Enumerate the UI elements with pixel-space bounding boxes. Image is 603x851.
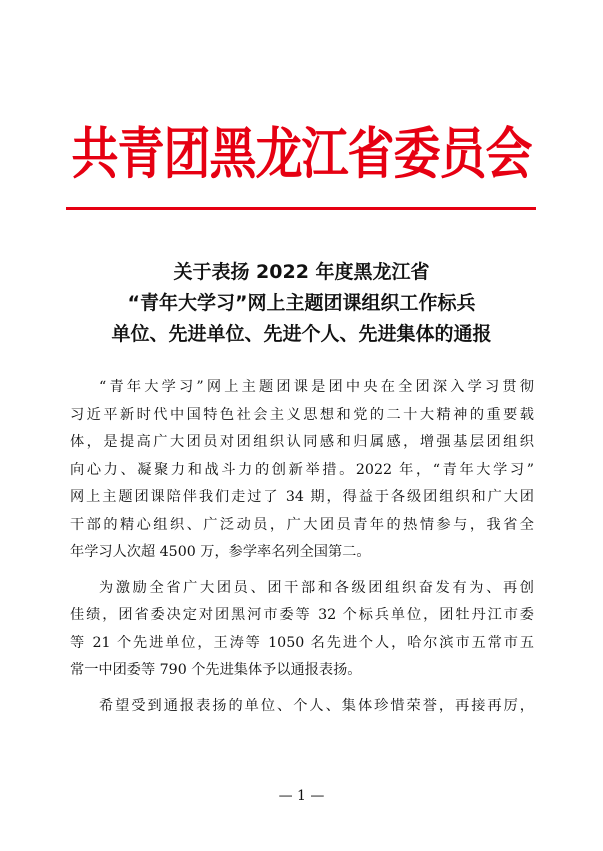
body-line: 体，是提高广大团员对团组织认同感和归属感，增强基层团组织 [70,434,534,450]
red-divider-rule [66,207,536,210]
body-line: 网上主题团课陪伴我们走过了 34 期，得益于各级团组织和广大团 [70,489,534,505]
document-body [70,374,534,728]
issuer-masthead: 共青团黑龙江省委员会 [71,122,532,188]
body-line: 希望受到通报表扬的单位、个人、集体珍惜荣誉，再接再厉， [99,697,534,714]
body-line: 习近平新时代中国特色社会主义思想和党的二十大精神的重要载 [70,406,534,423]
document-title [40,257,563,350]
title-line-3: 单位、先进单位、先进个人、先进集体的通报 [111,323,492,345]
body-line: 等 21 个先进单位，王涛等 1050 名先进个人，哈尔滨市五常市五 [70,634,534,651]
body-line: 常一中团委等 790 个先进集体予以通报表扬。 [70,662,362,678]
paragraph-3 [70,693,534,721]
title-line-1: 关于表扬 2022 年度黑龙江省 [173,261,430,283]
title-line-2: “青年大学习”网上主题团课组织工作标兵 [127,292,476,314]
body-line: 干部的精心组织、广泛动员，广大团员青年的热情参与，我省全 [70,516,534,533]
page-number: — 1 — [278,788,325,804]
body-line: 向心力、凝聚力和战斗力的创新举措。2022 年，“青年大学习” [70,461,534,478]
body-line: “青年大学习”网上主题团课是团中央在全团深入学习贯彻 [99,379,534,395]
body-line: 佳绩，团省委决定对团黑河市委等 32 个标兵单位，团牡丹江市委 [70,607,534,623]
paragraph-1 [70,374,534,567]
body-line: 年学习人次超 4500 万，参学率名列全国第二。 [70,544,371,560]
body-line: 为激励全省广大团员、团干部和各级团组织奋发有为、再创 [99,579,534,596]
paragraph-2 [70,575,534,685]
